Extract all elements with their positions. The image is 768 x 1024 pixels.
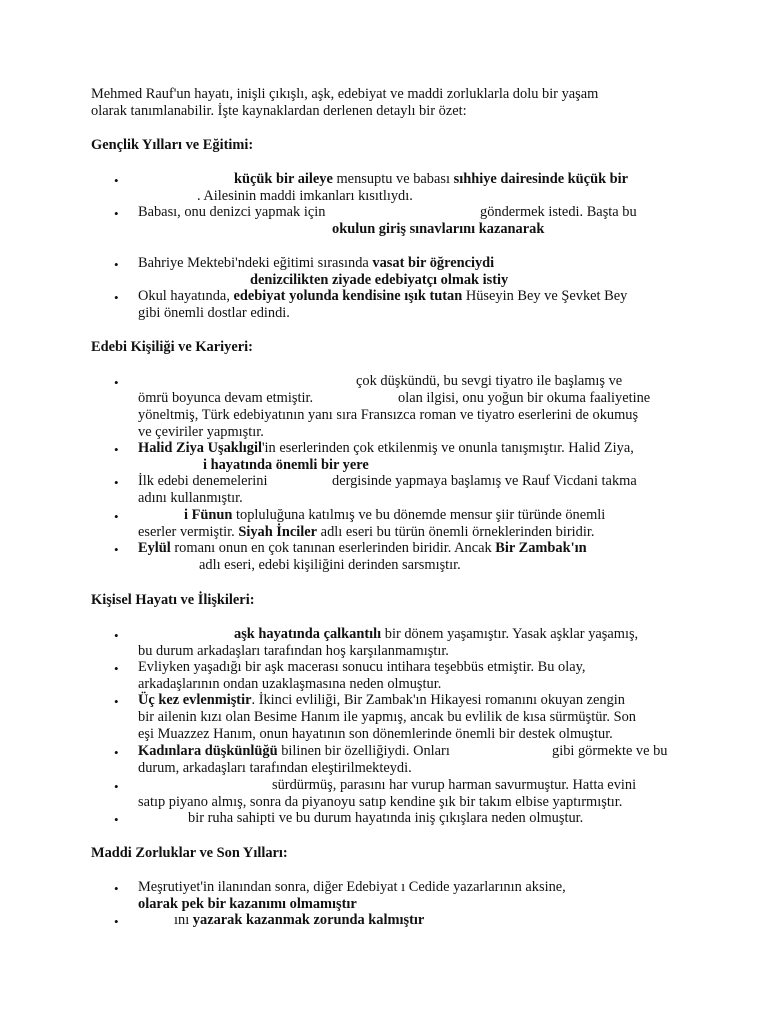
section-heading-literary: Edebi Kişiliği ve Kariyeri: [91,339,253,355]
bullet-icon: • [114,290,119,305]
bullet-icon: • [114,628,119,643]
list-item-line: bir ailenin kızı olan Besime Hanım ile yapmış, ancak bu evlilik de kısa sürmüştür. Son [138,709,636,725]
bullet-icon: • [114,881,119,896]
list-item-line: Babası, onu denizci yapmak için [138,204,326,220]
list-item-line: i hayatında önemli bir yere [203,457,369,473]
bullet-icon: • [114,914,119,929]
bullet-icon: • [114,442,119,457]
list-item-line: ve çeviriler yapmıştır. [138,424,264,440]
section-heading-youth: Gençlik Yılları ve Eğitimi: [91,137,254,153]
list-item-line: adını kullanmıştır. [138,490,243,506]
list-item-line: denizcilikten ziyade edebiyatçı olmak istiy [250,272,509,288]
list-item-line: sürdürmüş, parasını har vurup harman savurmuştur. Hatta evini [272,777,637,793]
list-item-line: göndermek istedi. Başta bu [480,204,637,220]
list-item-line: . Ailesinin maddi imkanları kısıtlıydı. [197,188,413,204]
list-item-line: satıp piyano almış, sonra da piyanoyu satıp kendine şık bir takım elbise yaptırmıştır. [138,794,623,810]
list-item-line: ını yazarak kazanmak zorunda kalmıştır [174,912,425,928]
bullet-icon: • [114,661,119,676]
intro-line-1: Mehmed Rauf'un hayatı, inişli çıkışlı, aşk, edebiyat ve maddi zorluklarla dolu bir yaşam [91,86,599,102]
list-item-line: olan ilgisi, onu yoğun bir okuma faaliyetine [398,390,651,406]
section-heading-financial: Maddi Zorluklar ve Son Yılları: [91,845,288,861]
list-item-line: ömrü boyunca devam etmiştir. [138,390,314,406]
list-item-line: dergisinde yapmaya başlamış ve Rauf Vicdani takma [332,473,637,489]
list-item-line: i Fünun topluluğuna katılmış ve bu dönemde mensur şiir türünde önemli [184,507,606,523]
bullet-icon: • [114,779,119,794]
list-item-line: Meşrutiyet'in ilanından sonra, diğer Edebiyat ı Cedide yazarlarının aksine, [138,879,566,895]
list-item-line: durum, arkadaşları tarafından eleştirilmekteydi. [138,760,412,776]
bullet-icon: • [114,206,119,221]
bullet-icon: • [114,509,119,524]
bullet-icon: • [114,475,119,490]
list-item-line: İlk edebi denemelerini [138,473,268,489]
list-item-line: Bahriye Mektebi'ndeki eğitimi sırasında vasat bir öğrenciydi [138,255,495,271]
bullet-icon: • [114,694,119,709]
list-item-line: yöneltmiş, Türk edebiyatının yanı sıra Fransızca roman ve tiyatro eserlerini de okumuş [138,407,639,423]
list-item-line: olarak pek bir kazanımı olmamıştır [138,896,357,912]
list-item-line: Eylül romanı onun en çok tanınan eserlerinden biridir. Ancak Bir Zambak'ın [138,540,587,556]
list-item-line: Okul hayatında, edebiyat yolunda kendisine ışık tutan Hüseyin Bey ve Şevket Bey [138,288,628,304]
list-item-line: Üç kez evlenmiştir. İkinci evliliği, Bir Zambak'ın Hikayesi romanını okuyan zengin [138,692,625,708]
section-heading-personal: Kişisel Hayatı ve İlişkileri: [91,592,255,608]
list-item-line: çok düşkündü, bu sevgi tiyatro ile başlamış ve [356,373,623,389]
list-item-line: Evliyken yaşadığı bir aşk macerası sonucu intihara teşebbüs etmiştir. Bu olay, [138,659,586,675]
list-item-line: eserler vermiştir. Siyah İnciler adlı eseri bu türün önemli örneklerinden biridir. [138,524,595,540]
bullet-icon: • [114,257,119,272]
list-item-line: gibi önemli dostlar edindi. [138,305,290,321]
list-item-line: gibi görmekte ve bu [552,743,668,759]
bullet-icon: • [114,173,119,188]
list-item-line: Halid Ziya Uşaklıgil'in eserlerinden çok etkilenmiş ve onunla tanışmıştır. Halid Ziya, [138,440,634,456]
list-item-line: bir ruha sahipti ve bu durum hayatında iniş çıkışlara neden olmuştur. [188,810,584,826]
bullet-icon: • [114,542,119,557]
list-item-line: arkadaşlarının ondan uzaklaşmasına neden olmuştur. [138,676,442,692]
bullet-icon: • [114,812,119,827]
list-item-line: Kadınlara düşkünlüğü bilinen bir özelliğiydi. Onları [138,743,450,759]
bullet-icon: • [114,745,119,760]
list-item-line: bu durum arkadaşları tarafından hoş karşılanmamıştır. [138,643,449,659]
list-item-line: adlı eseri, edebi kişiliğini derinden sarsmıştır. [199,557,461,573]
list-item-line: aşk hayatında çalkantılı bir dönem yaşamıştır. Yasak aşklar yaşamış, [234,626,639,642]
intro-line-2: olarak tanımlanabilir. İşte kaynaklardan derlenen detaylı bir özet: [91,103,467,119]
list-item-line: eşi Muazzez Hanım, onun hayatının son dönemlerinde önemli bir destek olmuştur. [138,726,613,742]
bullet-icon: • [114,375,119,390]
list-item-line: küçük bir aileye mensuptu ve babası sıhhiye dairesinde küçük bir [234,171,629,187]
list-item-line: okulun giriş sınavlarını kazanarak [332,221,545,237]
